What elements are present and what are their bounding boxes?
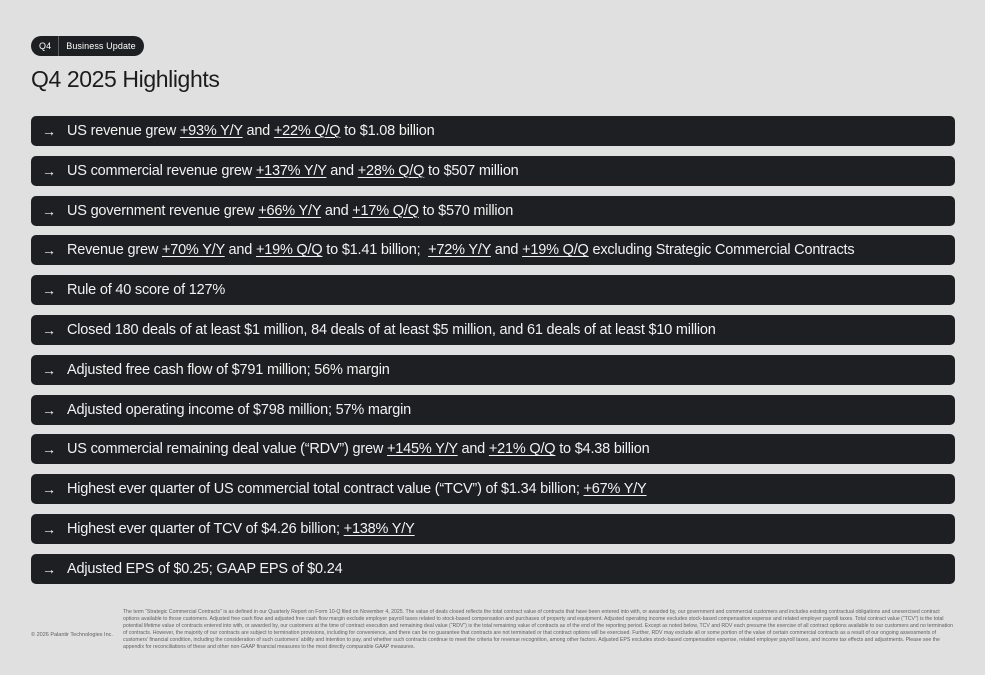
highlight-text-segment: Closed 180 deals of at least $1 million, 84 deals of at least $5 million, and 61 deals of at least $10 million	[67, 321, 716, 338]
highlight-text-segment: Highest ever quarter of TCV of $4.26 billion;	[67, 520, 344, 537]
highlight-row	[31, 554, 955, 584]
growth-metric: +22% Q/Q	[273, 123, 341, 139]
growth-metric: +66% Y/Y	[258, 202, 322, 219]
highlight-text	[67, 322, 716, 338]
badge-section: Business Update	[66, 41, 136, 51]
highlight-text-segment: and	[242, 123, 274, 139]
highlight-text	[67, 402, 411, 418]
highlight-text-segment: to $1.41 billion;	[322, 242, 429, 259]
highlight-text	[67, 521, 415, 537]
arrow-right-icon: →	[42, 441, 56, 458]
growth-metric: +70% Y/Y	[161, 242, 225, 259]
highlight-text-segment: to $1.08 billion	[340, 123, 435, 139]
highlight-text-segment: to $507 million	[424, 162, 519, 179]
highlights-list	[31, 116, 955, 594]
section-badge	[31, 36, 144, 56]
highlight-text-segment: and	[326, 162, 358, 179]
highlight-text	[67, 123, 435, 139]
highlight-row	[31, 116, 955, 146]
highlight-text	[67, 441, 650, 457]
growth-metric: +137% Y/Y	[255, 162, 327, 179]
highlight-text-segment: and	[457, 441, 489, 458]
highlight-row	[31, 235, 955, 265]
highlight-text-segment: US commercial revenue grew	[67, 162, 256, 179]
arrow-right-icon: →	[42, 282, 56, 299]
highlight-text	[67, 163, 519, 179]
highlight-text-segment: and	[321, 202, 353, 219]
arrow-right-icon: →	[42, 520, 56, 537]
highlight-text-segment: US government revenue grew	[67, 202, 259, 219]
page-title: Q4 2025 Highlights	[31, 66, 220, 92]
highlight-row	[31, 196, 955, 226]
highlight-text	[67, 242, 854, 258]
highlight-row	[31, 156, 955, 186]
highlight-row	[31, 395, 955, 425]
growth-metric: +67% Y/Y	[583, 481, 647, 498]
highlight-row	[31, 514, 955, 544]
highlight-text-segment: Adjusted EPS of $0.25; GAAP EPS of $0.24	[67, 560, 343, 577]
highlight-text	[67, 203, 513, 219]
highlight-text	[67, 362, 390, 378]
arrow-right-icon: →	[42, 162, 56, 179]
growth-metric: +19% Q/Q	[522, 242, 589, 259]
growth-metric: +138% Y/Y	[343, 520, 415, 537]
growth-metric: +17% Q/Q	[352, 202, 419, 219]
highlight-text-segment: US commercial remaining deal value (“RDV”) grew	[67, 441, 387, 458]
badge-quarter: Q4	[31, 36, 59, 56]
arrow-right-icon: →	[42, 560, 56, 577]
arrow-right-icon: →	[42, 202, 56, 219]
growth-metric: +93% Y/Y	[179, 123, 243, 139]
highlight-row	[31, 474, 955, 504]
growth-metric: +145% Y/Y	[386, 441, 458, 458]
highlight-text	[67, 282, 225, 298]
arrow-right-icon: →	[42, 361, 56, 378]
growth-metric: +28% Q/Q	[357, 162, 425, 179]
highlight-text-segment: to $570 million	[418, 202, 514, 219]
arrow-right-icon: →	[42, 481, 56, 498]
highlight-text-segment: excluding Strategic Commercial Contracts	[588, 242, 855, 259]
highlight-text-segment: and	[490, 242, 523, 259]
highlight-row	[31, 355, 955, 385]
arrow-right-icon: →	[42, 242, 56, 259]
highlight-text-segment: Revenue grew	[67, 242, 162, 259]
highlight-text-segment: Rule of 40 score of 127%	[67, 282, 226, 299]
growth-metric: +19% Q/Q	[255, 242, 323, 259]
highlight-text-segment: US revenue grew	[67, 123, 180, 139]
highlight-text	[67, 481, 647, 497]
highlight-text-segment: to $4.38 billion	[555, 441, 650, 458]
highlight-text	[67, 561, 342, 577]
arrow-right-icon: →	[42, 401, 56, 418]
growth-metric: +21% Q/Q	[488, 441, 556, 458]
highlight-row	[31, 434, 955, 464]
highlight-text-segment: Adjusted free cash flow of $791 million; 56% margin	[67, 361, 390, 378]
disclaimer: The term “Strategic Commercial Contracts” is as defined in our Quarterly Report on Form 10-Q filed on November 4, 2025. The value of deals closed reflects the total contract value of contracts that have been entered into with, or awarded by, our government and commercial customers and includes existing contractual obligations and unexercised contract options available to those customers. Adjusted free cash flow and adjusted free cash flow margin exclude employer payroll taxes related to stock-based compensation and purchases of property and equipment. Adjusted operating income excludes stock-based compensation expense and related employer payroll taxes. Total contract value (“TCV”) is the total potential lifetime value of contracts entered into with, or awarded by, our customers at the time of contract execution and remaining deal value (“RDV”) is the total remaining value of contracts as of the end of the reporting period. Except as noted below, TCV and RDV each presume the exercise of all contract options available to our customers and no termination of contracts. However, the majority of our contracts are subject to termination provisions, including for convenience, and there can be no guarantee that contracts are not terminated or that contract options will be exercised. Further, RDV may exclude all or some portion of the value of certain commercial contracts as a result of our ongoing assessments of customers’ financial condition, including the consideration of such customers’ ability and intention to pay, and whether such contracts continue to meet the criteria for revenue recognition, among other factors. Adjusted EPS excludes stock-based compensation expense, related employer payroll taxes, and income tax effects and adjustments. Please see the appendix for reconciliations of these and other non-GAAP financial measures to the most directly comparable GAAP measures.	[123, 609, 953, 650]
copyright: © 2026 Palantir Technologies Inc.	[31, 632, 113, 638]
arrow-right-icon: →	[42, 321, 56, 338]
highlight-row	[31, 315, 955, 345]
highlight-text-segment: Highest ever quarter of US commercial total contract value (“TCV”) of $1.34 billion;	[67, 481, 584, 498]
growth-metric: +72% Y/Y	[428, 242, 491, 259]
highlight-text-segment: and	[224, 242, 256, 259]
arrow-right-icon: →	[42, 123, 56, 139]
highlight-row	[31, 275, 955, 305]
highlight-text-segment: Adjusted operating income of $798 million; 57% margin	[67, 401, 412, 418]
